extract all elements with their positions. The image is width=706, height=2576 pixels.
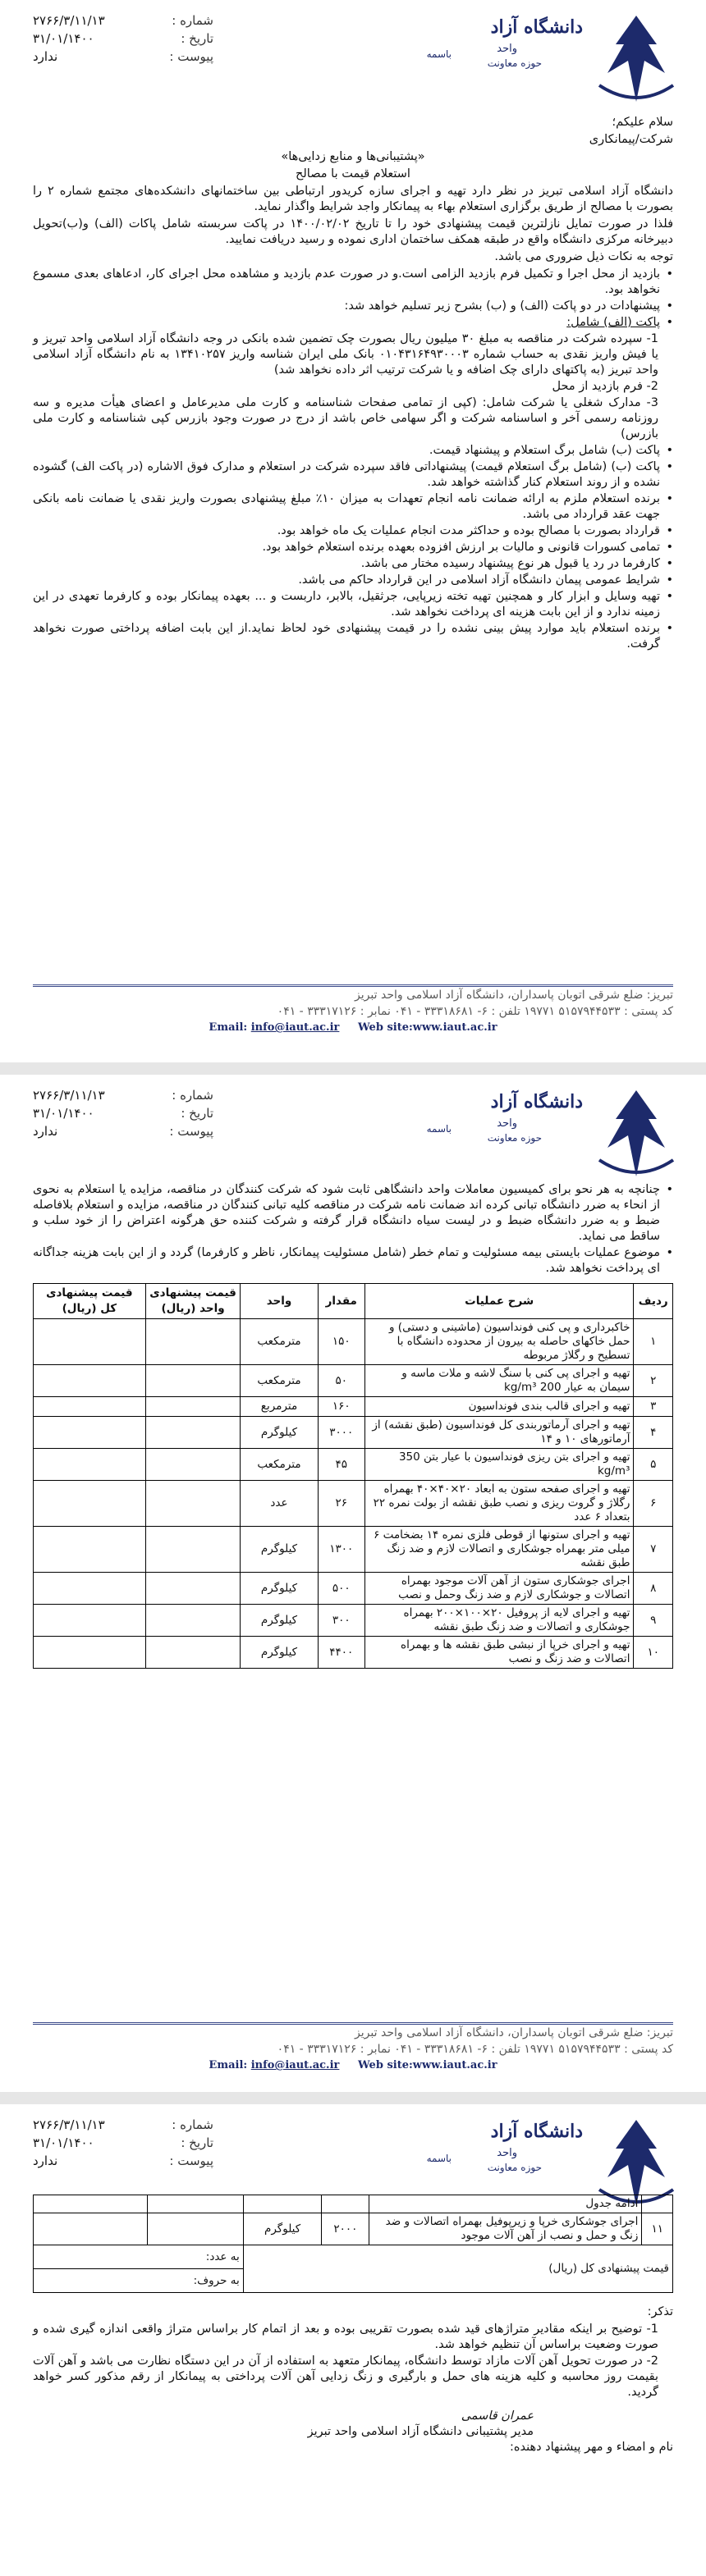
notes-label: تذکر: [647, 2305, 673, 2318]
university-name: دانشگاه آزاد [490, 16, 583, 38]
col-header: مقدار [318, 1284, 364, 1319]
row-total-price[interactable] [34, 1449, 146, 1481]
total-number-label: به عدد: [205, 2249, 240, 2263]
letter-date: ۳۱/۰۱/۱۴۰۰ [33, 31, 94, 46]
letter-number: ۲۷۶۶/۳/۱۱/۱۳ [33, 2117, 105, 2132]
letter-number: ۲۷۶۶/۳/۱۱/۱۳ [33, 1088, 105, 1103]
table-row [34, 1417, 673, 1449]
row-unit-price[interactable] [145, 1365, 241, 1397]
row-unit: عدد [241, 1481, 318, 1527]
col-header: واحد [241, 1284, 318, 1319]
title-1: «پشتیبانی‌ها و منابع زدایی‌ها» [281, 150, 425, 163]
total-words-field[interactable] [34, 2269, 244, 2293]
request-paragraph: فلذا در صورت تمایل نازلترین قیمت پیشنهادی خود را تا تاریخ ۱۴۰۰/۰۲/۰۲ در پاکت سربسته شامل پاکات (الف) و(ب)تحویل دبیرخانه مرکزی دانشگاه واقع در طبقه همکف ساختمان اداری نموده و رسید دریافت نمایید. [33, 217, 674, 246]
basmeh-label: باسمه [426, 2153, 452, 2164]
table-row [34, 1481, 673, 1527]
row-unit: کیلوگرم [241, 1527, 318, 1573]
page2-body [33, 1181, 673, 1669]
note-bullet: • برنده استعلام ملزم به ارائه ضمانت نامه انجام تعهدات به میزان ۱۰٪ مبلغ پیشنهادی بصورت واریز نقدی یا ضمانت نامه بانکی جهت عقد قرارداد می باشد. [33, 491, 673, 523]
row-number: ۱ [634, 1319, 673, 1365]
note-bullet: • پاکت (ب) (شامل برگ استعلام قیمت) پیشنهاداتی فاقد سپرده شرکت در استعلام و مدارک فوق الاشاره (در پاکت الف) گشوده نشده و از روند استعلام کنار گذاشته خواهد شد. [33, 459, 673, 491]
page1-body [33, 115, 673, 653]
note-bullet: • تمامی کسورات قانونی و مالیات بر ارزش افزوده بعهده برنده استعلام خواهد بود. [33, 540, 673, 555]
row-desc: اجرای جوشکاری ستون از آهن آلات موجود بهمراه اتصالات و جوشکاری لازم و ضد زنگ وحمل و نصب [364, 1573, 634, 1605]
website-link[interactable]: Web site:www.iaut.ac.ir [358, 1021, 497, 1034]
row-number: ۳ [634, 1397, 673, 1417]
row-total-price[interactable] [34, 1637, 146, 1669]
notes-heading: توجه به نکات ذیل ضروری می باشد. [494, 250, 673, 263]
row-number: ۶ [634, 1481, 673, 1527]
row-unit-price[interactable] [145, 1481, 241, 1527]
page-2 [0, 1075, 706, 2092]
attachment-label: پیوست : [169, 1124, 213, 1139]
row-total-price[interactable] [34, 1365, 146, 1397]
note-bullet: • موضوع عملیات بایستی بیمه مسئولیت و تمام خطر (شامل مسئولیت پیمانکار، ناظر و کارفرما) گردد و از این بابت هزینه جداگانه ای پرداخت نخواهد شد. [33, 1245, 673, 1277]
footer-address: تبریز: ضلع شرقی اتوبان پاسداران، دانشگاه آزاد اسلامی واحد تبریز [355, 2026, 673, 2039]
attachment-value: ندارد [33, 2154, 58, 2168]
row-desc: اجرای جوشکاری خرپا و زیرپوفیل بهمراه اتصالات و ضد زنگ و حمل و نصب از آهن آلات موجود [369, 2213, 642, 2245]
number-label: شماره : [172, 13, 213, 28]
footer-address: تبریز: ضلع شرقی اتوبان پاسداران، دانشگاه آزاد اسلامی واحد تبریز [355, 989, 673, 1002]
page-footer [33, 984, 673, 1044]
row-desc: تهیه و اجرای بتن ریزی فونداسیون با عیار بتن 350 kg/m³ [364, 1449, 634, 1481]
signer-title: مدیر پشتیبانی دانشگاه آزاد اسلامی واحد تبریز [307, 2425, 534, 2438]
row-unit-price[interactable] [145, 1637, 241, 1669]
table-row [34, 1637, 673, 1669]
row-qty: ۲۶ [318, 1481, 364, 1527]
row-qty: ۳۰۰ [318, 1605, 364, 1637]
letter-date: ۳۱/۰۱/۱۴۰۰ [33, 2135, 94, 2150]
branch-label: واحد [497, 1117, 517, 1130]
row-unit-price[interactable] [145, 1449, 241, 1481]
row-unit: مترمربع [241, 1397, 318, 1417]
row-total-price[interactable] [34, 1605, 146, 1637]
table-header-row [34, 1284, 673, 1319]
row-desc: تهیه و اجرای لایه از پروفیل ۲۰×۱۰۰×۲۰۰ بهمراه جوشکاری و اتصالات و ضد زنگ طبق نقشه [364, 1605, 634, 1637]
note-bullet: • بازدید از محل اجرا و تکمیل فرم بازدید الزامی است.و در صورت عدم بازدید و مشاهده محل اجرای کار، ادعاهای بعدی مسموع نخواهد بود. [33, 267, 673, 298]
intro-paragraph: دانشگاه آزاد اسلامی تبریز در نظر دارد تهیه و اجرای سازه کریدور ارتباطی بین ساختمانهای دانشکده‌های مجتمع شماره ۲ را بصورت با مصالح از طریق برگزاری استعلام بهاء به پیمانکار واجد شرایط واگذار نماید. [33, 185, 673, 213]
footer-contact: کد پستی : ۵۱۵۷۹۴۴۵۳۳ ۱۹۷۷۱ تلفن : ۶- ۳۳۳۱۸۶۸۱ - ۰۴۱ نمابر : ۳۳۳۱۷۱۲۶ - ۰۴۱ [277, 2043, 673, 2056]
row-desc: تهیه و اجرای آرماتوربندی کل فونداسیون (طبق نقشه) از آرماتورهای ۱۰ و ۱۴ [364, 1417, 634, 1449]
page-1 [0, 0, 706, 1062]
attachment-label: پیوست : [169, 49, 213, 64]
table-row [34, 1449, 673, 1481]
operations-table [33, 1283, 673, 1669]
date-label: تاریخ : [181, 31, 213, 46]
col-header: ردیف [634, 1284, 673, 1319]
row-desc: تهیه و اجرای پی کنی با سنگ لاشه و ملات ماسه و سیمان به عیار 200 kg/m³ [364, 1365, 634, 1397]
table-row [34, 2213, 673, 2245]
total-words-label: به حروف: [193, 2273, 240, 2287]
signer-name: عمران قاسمی [461, 2409, 534, 2423]
row-unit: کیلوگرم [243, 2213, 322, 2245]
row-total-price[interactable] [34, 2213, 148, 2245]
note-bullet: • چنانچه به هر نحو برای کمیسیون معاملات واحد دانشگاهی ثابت شود که شرکت کنندگان در مناقصه، مزایده یا استعلام به نحوی از انحاء به ضرر دانشگاه تبانی کرده اند ضمانت نامه شرکت در مناقصه کلیه تبانی کنندگان در مناقصه، مزایده و استعلام بلافاصله ضبط و به ضرر دانشگاه ضبط و در لیست سیاه دانشگاه قرار گرفته و شرکت کننده حق هرگونه اعتراض را از خود سلب و ساقط می نماید. [33, 1182, 673, 1245]
university-logo-icon [591, 11, 681, 110]
packet-a-item: 1- سپرده شرکت در مناقصه به مبلغ ۳۰ میلیون ریال بصورت چک تضمین شده بانکی در وجه دانشگاه آزاد اسلامی واحد تبریز و یا فیش واریز نقدی به حساب شماره ۰۱۰۴۳۱۶۴۹۳۰۰۰۳ بانک ملی ایران شناسه واریز ۱۳۴۱۰۲۵۷ به نام دانشگاه آزاد اسلامی واحد تبریز (به پاکتهای دارای چک اضافه و یا شرکت ترتیب اثر داده نخواهد شد) [33, 332, 659, 377]
table-row [34, 2195, 673, 2213]
letter-meta [33, 11, 213, 66]
title-2: استعلام قیمت با مصالح [296, 167, 410, 180]
email-label: Email: [209, 1021, 248, 1034]
row-qty: ۳۰۰۰ [318, 1417, 364, 1449]
row-unit-price[interactable] [145, 1397, 241, 1417]
note-bullet: • کارفرما در رد یا قبول هر نوع پیشنهاد رسیده مختار می باشد. [33, 556, 673, 572]
note-bullet: • برنده استعلام باید موارد پیش بینی نشده را در قیمت پیشنهادی خود لحاظ نماید.از این بابت اضافه پرداختی صورت نخواهد گرفت. [33, 621, 673, 652]
note-bullet: • قرارداد بصورت با مصالح بوده و حداکثر مدت انجام عملیات یک ماه خواهد بود. [33, 523, 673, 539]
row-unit: کیلوگرم [241, 1637, 318, 1669]
row-unit: مترمکعب [241, 1365, 318, 1397]
university-logo-icon [591, 1086, 681, 1185]
branch-label: واحد [497, 43, 517, 55]
university-name: دانشگاه آزاد [490, 2121, 583, 2142]
table-row [34, 1319, 673, 1365]
letter-meta [33, 1086, 213, 1140]
row-desc: تهیه و اجرای ستونها از قوطی فلزی نمره ۱۴ بضخامت ۶ میلی متر بهمراه جوشکاری و اتصالات لازم و ضد زنگ طبق نقشه [364, 1527, 634, 1573]
page3-body [33, 2195, 673, 2455]
row-unit: کیلوگرم [241, 1573, 318, 1605]
dept-label: حوزه معاونت [487, 2162, 542, 2173]
row-unit: کیلوگرم [241, 1605, 318, 1637]
row-unit-price[interactable] [147, 2213, 243, 2245]
row-number: ۲ [634, 1365, 673, 1397]
date-label: تاریخ : [181, 1106, 213, 1121]
bidder-signature-label: نام و امضاء و مهر پیشنهاد دهنده: [510, 2441, 673, 2454]
table-row [34, 1365, 673, 1397]
university-name: دانشگاه آزاد [490, 1091, 583, 1112]
row-total-price[interactable] [34, 1417, 146, 1449]
website-link[interactable]: Web site:www.iaut.ac.ir [358, 2059, 497, 2071]
row-qty: ۱۳۰۰ [318, 1527, 364, 1573]
attachment-label: پیوست : [169, 2154, 213, 2168]
row-unit-price[interactable] [145, 1605, 241, 1637]
row-total-price[interactable] [34, 1397, 146, 1417]
dept-label: حوزه معاونت [487, 1132, 542, 1144]
col-header: قیمت پیشنهادی کل (ریال) [34, 1284, 146, 1319]
letter-number: ۲۷۶۶/۳/۱۱/۱۳ [33, 13, 105, 28]
row-number: ۹ [634, 1605, 673, 1637]
row-qty: ۵۰۰ [318, 1573, 364, 1605]
row-total-price[interactable] [34, 1573, 146, 1605]
branch-label: واحد [497, 2147, 517, 2159]
row-number: ۱۱ [642, 2213, 673, 2245]
row-unit-price[interactable] [145, 1527, 241, 1573]
basmeh-label: باسمه [426, 1123, 452, 1135]
note-bullet: • تهیه وسایل و ابزار کار و همچنین تهیه تخته زیرپایی، جرثقیل، بالابر، داربست و ... بعهده پیمانکار بوده و کارفرما تعهدی در این زمینه ندارد و از این بابت هزینه ای پرداخت نخواهد شد. [33, 589, 673, 620]
row-desc: خاکبرداری و پی کنی فونداسیون (ماشینی و دستی) و حمل خاکهای حاصله به بیرون از محدوده دانشگاه با تسطیح و رگلاژ مربوطه [364, 1319, 634, 1365]
note-bullet: • پیشنهادات در دو پاکت (الف) و (ب) بشرح زیر تسلیم خواهد شد: [33, 299, 673, 314]
table-row [34, 1397, 673, 1417]
total-number-field[interactable] [34, 2245, 244, 2269]
packet-a-item: 3- مدارک شغلی یا شرکت شامل: (کپی از تمامی صفحات شناسنامه و کارت ملی مدیرعامل و اعضای هیأت مدیره و سه روزنامه رسمی آخر و اساسنامه شرکت و اگر سهامی خاص باشد از درج در صورت وجود بازرس کپی شناسنامه و کارت ملی بازرس) [33, 396, 658, 441]
footer-web [33, 2058, 673, 2074]
row-qty: ۱۶۰ [318, 1397, 364, 1417]
table-row [34, 1605, 673, 1637]
page-3 [0, 2104, 706, 2576]
number-label: شماره : [172, 1088, 213, 1103]
row-qty: ۱۵۰ [318, 1319, 364, 1365]
row-desc: تهیه و اجرای خرپا از نبشی طبق نقشه ها و بهمراه اتصالات و ضد زنگ و نصب [364, 1637, 634, 1669]
row-number: ۴ [634, 1417, 673, 1449]
packet-a-item: 2- فرم بازدید از محل [552, 380, 658, 393]
table-row [34, 1573, 673, 1605]
email-label: Email: [209, 2059, 248, 2071]
row-number: ۵ [634, 1449, 673, 1481]
row-total-price[interactable] [34, 1481, 146, 1527]
date-label: تاریخ : [181, 2135, 213, 2150]
row-qty: ۴۵ [318, 1449, 364, 1481]
row-qty: ۵۰ [318, 1365, 364, 1397]
operations-table-continued [33, 2195, 673, 2293]
row-number: ۷ [634, 1527, 673, 1573]
row-unit: کیلوگرم [241, 1417, 318, 1449]
table-row [34, 1527, 673, 1573]
attachment-value: ندارد [33, 49, 58, 64]
row-total-price[interactable] [34, 1319, 146, 1365]
row-unit: مترمکعب [241, 1449, 318, 1481]
packet-a-heading: • پاکت (الف) شامل: [33, 315, 673, 331]
letter-meta [33, 2116, 213, 2170]
row-unit-price[interactable] [145, 1573, 241, 1605]
row-total-price[interactable] [34, 1527, 146, 1573]
footer-web [33, 1020, 673, 1036]
row-desc: تهیه و اجرای صفحه ستون به ابعاد ۲۰×۴۰×۴۰ بهمراه رگلاژ و گروت ریزی و نصب طبق نقشه از بولت نمره ۲۲ بتعداد ۶ عدد [364, 1481, 634, 1527]
email-link[interactable]: info@iaut.ac.ir [250, 2059, 340, 2071]
row-unit: مترمکعب [241, 1319, 318, 1365]
col-header: قیمت پیشنهادی واحد (ریال) [145, 1284, 241, 1319]
row-number: ۱۰ [634, 1637, 673, 1669]
note-item: 2- در صورت تحویل آهن آلات مازاد توسط دانشگاه، پیمانکار متعهد به استفاده از آن در این دستگاه نظارت می باشد و آهن آلات بقیمت روز محاسبه و کلیه هزینه های حمل و بارگیری و زنگ زدایی آهن آلات پرداختی به پیمانکار از رقم مذکور کسر خواهد گردید. [33, 2354, 658, 2399]
salutation: سلام علیکم؛ [612, 116, 673, 129]
letter-date: ۳۱/۰۱/۱۴۰۰ [33, 1106, 94, 1121]
total-label: قیمت پیشنهادی کل (ریال) [243, 2245, 672, 2293]
note-item: 1- توضیح بر اینکه مقادیر متراژهای قید شده بصورت تقریبی بوده و بعد از اتمام کار براساس متراژ واقعی اندازه گیری شده و صورت وضعیت براساس آن تنظیم خواهد شد. [33, 2323, 658, 2351]
number-label: شماره : [172, 2117, 213, 2132]
page-footer [33, 2022, 673, 2082]
attachment-value: ندارد [33, 1124, 58, 1139]
row-unit-price[interactable] [145, 1417, 241, 1449]
basmeh-label: باسمه [426, 48, 452, 60]
note-bullet: • شرایط عمومی پیمان دانشگاه آزاد اسلامی در این قرارداد حاکم می باشد. [33, 573, 673, 588]
dept-label: حوزه معاونت [487, 57, 542, 69]
row-qty: ۲۰۰۰ [322, 2213, 369, 2245]
row-unit-price[interactable] [145, 1319, 241, 1365]
footer-contact: کد پستی : ۵۱۵۷۹۴۴۵۳۳ ۱۹۷۷۱ تلفن : ۶- ۳۳۳۱۸۶۸۱ - ۰۴۱ نمابر : ۳۳۳۱۷۱۲۶ - ۰۴۱ [277, 1005, 673, 1018]
row-number: ۸ [634, 1573, 673, 1605]
continued-label: ادامه جدول [369, 2195, 642, 2213]
row-desc: تهیه و اجرای قالب بندی فونداسیون [364, 1397, 634, 1417]
total-row [34, 2245, 673, 2269]
packet-b-heading: • پاکت (ب) شامل برگ استعلام و پیشنهاد قیمت. [33, 443, 673, 459]
col-header: شرح عملیات [364, 1284, 634, 1319]
row-qty: ۴۴۰۰ [318, 1637, 364, 1669]
email-link[interactable]: info@iaut.ac.ir [250, 1021, 340, 1034]
company-line: شرکت/پیمانکاری [589, 133, 673, 146]
